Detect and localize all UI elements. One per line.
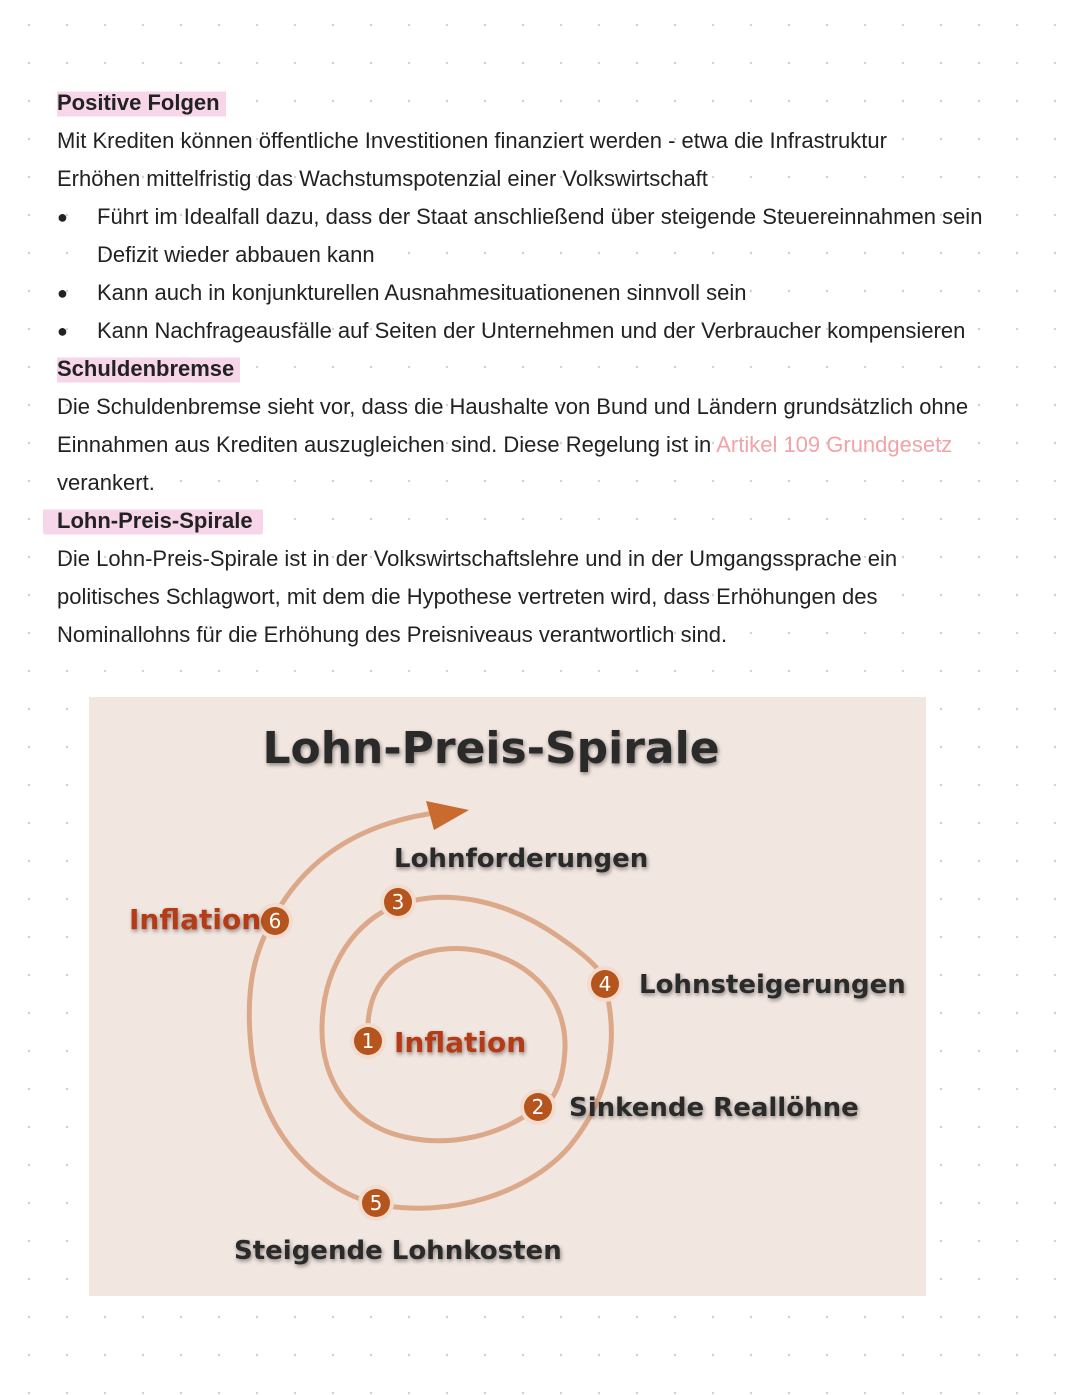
- article-link[interactable]: Artikel 109 Grundgesetz: [716, 432, 953, 457]
- step-label-4: Lohnsteigerungen: [639, 970, 906, 1000]
- list-item: [57, 312, 1037, 350]
- list-item-text: Führt im Idealfall dazu, dass der Staat anschließend über steigende Steuereinnahmen sein Defizit wieder abbauen kann: [97, 204, 983, 267]
- spiral-figure: [89, 697, 926, 1296]
- step-number: 6: [268, 909, 282, 933]
- section-schuldenbremse: [57, 350, 1037, 502]
- step-label-1: Inflation: [394, 1026, 527, 1059]
- heading-positive-folgen: Positive Folgen: [57, 84, 226, 122]
- step-label-3: Lohnforderungen: [394, 844, 649, 874]
- paragraph: Die Lohn-Preis-Spirale ist in der Volkswirtschaftslehre und in der Umgangssprache ein politisches Schlagwort, mit dem die Hypothese vertreten wird, dass Erhöhungen des Nominallohns für die Erhöhung des Preisniveaus verantwortlich sind.: [57, 546, 898, 647]
- spiral-middle-loop: [322, 905, 538, 1141]
- step-badge-5: [358, 1185, 394, 1221]
- figure-title: Lohn-Preis-Spirale: [262, 723, 720, 774]
- paragraph-text: verankert.: [57, 470, 155, 495]
- list-item-text: Kann Nachfrageausfälle auf Seiten der Unternehmen und der Verbraucher kompensieren: [97, 318, 966, 343]
- step-number: 3: [391, 890, 405, 914]
- section-positive-folgen: [57, 84, 1037, 350]
- heading-schuldenbremse: Schuldenbremse: [57, 350, 240, 388]
- step-badge-4: [587, 966, 623, 1002]
- spiral-diagram: [89, 697, 926, 1296]
- paragraph-text: Die Schuldenbremse sieht vor, dass die Haushalte von Bund und Ländern grundsätzlich ohne Einnahmen aus Krediten auszugleichen sind. Diese Regelung ist in: [57, 394, 969, 457]
- bullet-icon: ●: [57, 283, 68, 303]
- heading-lohn-preis-spirale: Lohn-Preis-Spirale: [43, 502, 263, 540]
- paragraph-line: Mit Krediten können öffentliche Investitionen finanziert werden - etwa die Infrastruktur: [57, 128, 887, 153]
- step-label-2: Sinkende Reallöhne: [569, 1093, 859, 1123]
- list-item: [57, 274, 1037, 312]
- arrow-head-icon: [426, 801, 469, 830]
- bullet-icon: ●: [57, 321, 68, 341]
- paragraph-line: Erhöhen mittelfristig das Wachstumspotenzial einer Volkswirtschaft: [57, 166, 708, 191]
- list-item: [57, 198, 997, 274]
- bullet-list: [57, 198, 1037, 350]
- step-number: 4: [598, 972, 612, 996]
- list-item-text: Kann auch in konjunkturellen Ausnahmesituationenen sinnvoll sein: [97, 280, 747, 305]
- step-badge-6: [257, 903, 293, 939]
- bullet-icon: ●: [57, 207, 68, 227]
- section-lohn-preis-spirale: [57, 502, 1037, 654]
- step-badge-2: [520, 1089, 556, 1125]
- step-badge-3: [380, 884, 416, 920]
- paragraph: [57, 388, 1037, 502]
- step-number: 2: [531, 1095, 545, 1119]
- step-label-5: Steigende Lohnkosten: [234, 1236, 562, 1266]
- step-badge-1: [350, 1023, 386, 1059]
- step-label-6: Inflation: [129, 903, 262, 936]
- document-body: [57, 84, 1037, 654]
- step-number: 1: [361, 1029, 375, 1053]
- spiral-middle-right: [398, 897, 605, 987]
- step-number: 5: [369, 1191, 383, 1215]
- spiral-outer-left: [249, 923, 376, 1204]
